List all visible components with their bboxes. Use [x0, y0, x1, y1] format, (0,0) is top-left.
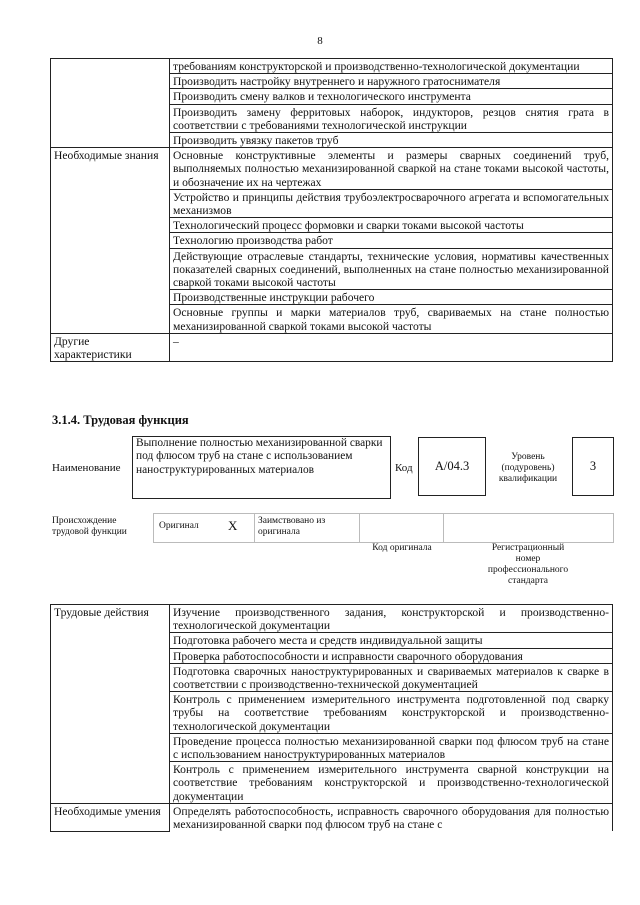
origin-label: Происхождение трудовой функции: [52, 516, 127, 537]
table-cell: Контроль с применением измерительного инструмента сварной конструкции на соответствие требованиям конструкторской и производственно-технологической документации: [170, 762, 613, 804]
function-name-box: Выполнение полностью механизированной сварки под флюсом труб на стане с использованием наноструктурированных материалов: [132, 436, 391, 499]
table-cell: Технологический процесс формовки и сварки токами высокой частоты: [170, 218, 613, 233]
original-label: Оригинал: [159, 521, 199, 531]
table-cell: Подготовка сварочных наноструктурированных и свариваемых материалов к сварке в соответствии с производственно-технической документацией: [170, 663, 613, 691]
borrowed-label: Заимствовано из оригинала: [258, 516, 326, 537]
table-cell: Устройство и принципы действия трубоэлектросварочного агрегата и вспомогательных механизмов: [170, 189, 613, 217]
table-cell: Производить настройку внутреннего и наружного гратоснимателя: [170, 74, 613, 89]
actions-label: Трудовые действия: [51, 605, 170, 804]
skills-label: Необходимые умения: [51, 803, 170, 831]
competency-table-top: [50, 58, 613, 362]
table-cell: Определять работоспособность, исправность сварочного оборудования для полностью механизированной сварки под флюсом труб на стане с: [170, 803, 613, 831]
original-mark: X: [228, 518, 238, 533]
continuation-label-cell: [51, 59, 170, 148]
table-cell: Производить смену валков и технологического инструмента: [170, 89, 613, 104]
table-cell: Основные группы и марки материалов труб, свариваемых на стане полностью механизированной сваркой токами высокой частоты: [170, 305, 613, 333]
origin-row: [153, 513, 614, 543]
table-cell: Изучение производственного задания, конструкторской и производственно-технологической документации: [170, 605, 613, 633]
registration-number-caption: Регистрационный номер профессионального стандарта: [487, 543, 569, 586]
other-label: Другие характеристики: [51, 333, 170, 361]
level-label: Уровень (подуровень) квалификации: [498, 452, 558, 484]
table-row: [51, 803, 613, 831]
page-number: 8: [317, 35, 323, 47]
table-cell: Подготовка рабочего места и средств индивидуальной защиты: [170, 633, 613, 648]
knowledge-label: Необходимые знания: [51, 148, 170, 334]
table-cell: требованиям конструкторской и производственно-технологической документации: [170, 59, 613, 74]
table-cell: Действующие отраслевые стандарты, технические условия, нормативы качественных показателей сварных соединений, выполненных на стане полностью механизированной сваркой токами высокой частоты: [170, 248, 613, 290]
table-row: [51, 59, 613, 74]
code-original-cell: [359, 514, 444, 542]
code-original-caption: Код оригинала: [372, 543, 432, 553]
table-cell: Производить замену ферритовых наборок, индукторов, резцов снятия грата в соответствии с требованиями технологической инструкции: [170, 104, 613, 132]
table-cell: Контроль с применением измерительного инструмента подготовленной под сварку трубы на соответствие требованиям конструкторской и производственно-технологической документации: [170, 692, 613, 734]
level-box: 3: [572, 437, 614, 496]
table-cell: Производственные инструкции рабочего: [170, 290, 613, 305]
table-cell: Технологию производства работ: [170, 233, 613, 248]
section-title: 3.1.4. Трудовая функция: [52, 413, 189, 427]
table-row: [51, 333, 613, 361]
other-value: –: [170, 333, 613, 361]
table-cell: Основные конструктивные элементы и размеры сварных соединений труб, выполняемых полностью механизированной сваркой на стане токами высокой частоты, и обозначение их на чертежах: [170, 148, 613, 190]
table-cell: Проведение процесса полностью механизированной сварки под флюсом труб на стане с использованием наноструктурированных материалов: [170, 733, 613, 761]
code-label: Код: [395, 462, 413, 474]
name-label: Наименование: [52, 462, 121, 474]
table-cell: Производить увязку пакетов труб: [170, 133, 613, 148]
code-box: A/04.3: [418, 437, 486, 496]
competency-table-bottom: [50, 604, 613, 832]
table-row: [51, 605, 613, 633]
table-row: [51, 148, 613, 190]
table-cell: Проверка работоспособности и исправности сварочного оборудования: [170, 648, 613, 663]
